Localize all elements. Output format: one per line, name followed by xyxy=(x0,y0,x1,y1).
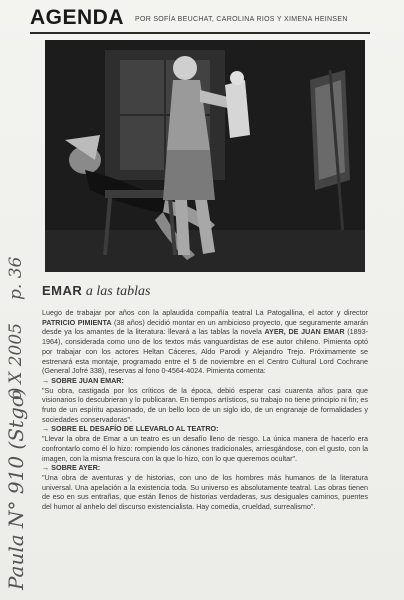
stage-photo xyxy=(45,40,365,272)
stage-photo-illustration xyxy=(45,40,365,272)
byline: POR SOFÍA BEUCHAT, CAROLINA RIOS Y XIMENA HEINSEN xyxy=(135,16,348,23)
intro-paragraph xyxy=(42,308,368,376)
section-heading-ayer: → SOBRE AYER: xyxy=(42,463,101,473)
margin-note-source: Paula N° 910 (Stgo) xyxy=(4,387,28,590)
section-title: AGENDA xyxy=(30,6,125,29)
intro-text-2: (38 años) decidió montar en un ambicioso proyecto, que seguramente amarán desde ya los amantes de la literatura: llevará a las tablas la novela xyxy=(42,317,368,337)
section-heading-desafio: → SOBRE EL DESAFÍO DE LLEVARLO AL TEATRO: xyxy=(42,424,219,434)
article-title xyxy=(42,283,150,300)
section-text-emar: "Su obra, castigada por los críticos de la época, debió esperar casi cuarenta años para que visionarios lo descubrieran y lo publicaran. En tiempos artísticos, su trabajo no tiene principio ni fin; es fruto de un espíritu apasionado, de un bello loco de un siglo ido, de un engranaje de formalidades y sociedades conservadoras". xyxy=(42,385,368,424)
margin-note-date: 6 X 2005 xyxy=(6,323,26,400)
header-divider xyxy=(30,32,370,34)
section-heading-emar: → SOBRE JUAN EMAR: xyxy=(42,375,124,385)
intro-work: AYER, DE JUAN EMAR xyxy=(264,327,345,337)
section-text-desafio: "Llevar la obra de Emar a un teatro es un desafío lleno de riesgo. La única manera de hacerlo era confrontarlo como él lo hizo: rompiendo los cánones tradicionales, arriesgándose, con el gusto, con la imagen, con la misma frescura con la que lo hizo, con lo que queremos ocultar". xyxy=(42,434,368,463)
intro-text-1: Luego de trabajar por años con la aplaudida compañía teatral La Patogallina, el actor y director xyxy=(42,308,368,317)
section-text-ayer: "Una obra de aventuras y de historias, con uno de los hombres más humanos de la literatura universal. Una apelación a la existencia toda. Su universo es absolutamente teatral. Las obras tienen de eso en sus entrañas, que están llenos de historias verdaderas, sus desiguales caminos, puentes del humor al anhelo del discurso existencialista. Hay comedia, crueldad, surrealismo". xyxy=(42,472,368,512)
margin-note-page: p. 36 xyxy=(6,256,26,300)
article-body xyxy=(42,308,368,512)
intro-text-3: (1893-1964), considerada como uno de los textos más vanguardistas de ese autor chileno. Pimienta optó por trabajar con los actores Heltan Cáceres, Aldo Parodi y Alejandro Trejo. Próximamente se estrenará esta montaje, programado entre el 5 de noviembre en el Centro Cultural Lord Cochrane (General Jofré 338), reservas al fono 0-4564-4024. Pimienta comenta: xyxy=(42,327,368,376)
intro-name: PATRICIO PIMIENTA xyxy=(42,317,112,327)
article-title-rest: a las tablas xyxy=(85,284,151,299)
article-title-main: EMAR xyxy=(42,283,83,298)
